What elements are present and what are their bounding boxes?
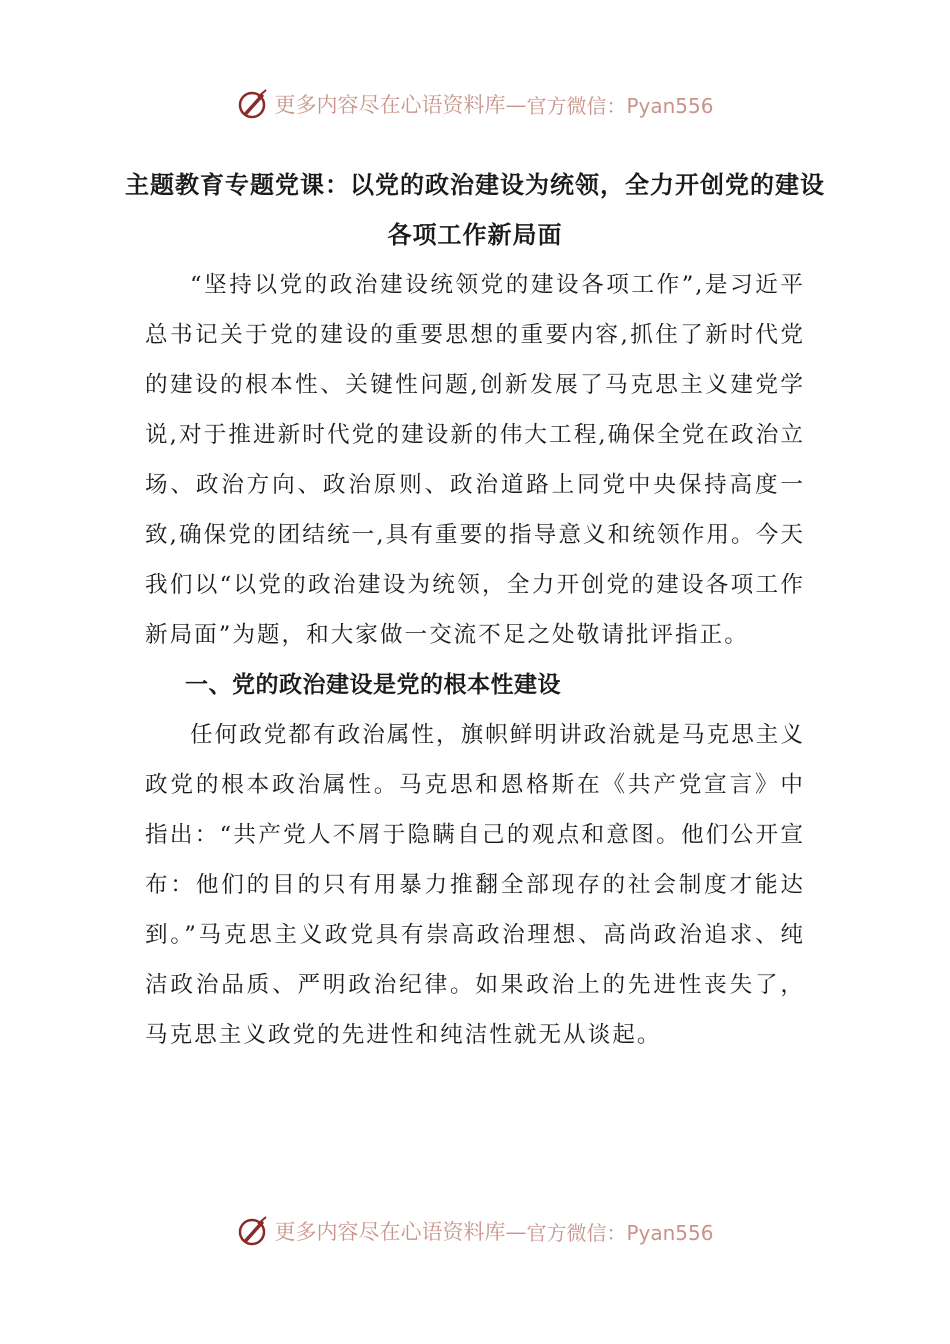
banner-wechat-text: 官方微信：Pyan556 [526, 93, 714, 118]
banner-brand-text: 更多内容尽在心语资料库— [274, 1220, 527, 1244]
quill-pen-logo-icon [236, 1214, 270, 1248]
intro-paragraph: “坚持以党的政治建设统领党的建设各项工作”,是习近平总书记关于党的建设的重要思想的重要内容,抓住了新时代党的建设的根本性、关键性问题,创新发展了马克思主义建党学说,对于推进新时代党的建设新的伟大工程,确保全党在政治立场、政治方向、政治原则、政治道路上同党中央保持高度一致,确保党的团结统一,具有重要的指导意义和统领作用。今天我们以“以党的政治建设为统领，全力开创党的建设各项工作新局面”为题，和大家做一交流不足之处敬请批评指正。 [145, 272, 805, 648]
footer-watermark-banner [0, 1211, 950, 1251]
document-body [125, 160, 825, 1060]
quill-pen-logo-icon [236, 87, 270, 121]
section-1-heading: 一、党的政治建设是党的根本性建设 [185, 672, 561, 698]
document-title: 主题教育专题党课：以党的政治建设为统领，全力开创党的建设各项工作新局面 [125, 171, 825, 249]
header-watermark-banner [0, 84, 950, 124]
section-1-paragraph: 任何政党都有政治属性，旗帜鲜明讲政治就是马克思主义政党的根本政治属性。马克思和恩格斯在《共产党宣言》中指出：“共产党人不屑于隐瞒自己的观点和意图。他们公开宣布：他们的目的只有用暴力推翻全部现存的社会制度才能达到。”马克思主义政党具有崇高政治理想、高尚政治追求、纯洁政治品质、严明政治纪律。如果政治上的先进性丧失了，马克思主义政党的先进性和纯洁性就无从谈起。 [145, 722, 805, 1048]
banner-wechat-text: 官方微信：Pyan556 [526, 1220, 714, 1245]
banner-brand-text: 更多内容尽在心语资料库— [274, 93, 527, 117]
